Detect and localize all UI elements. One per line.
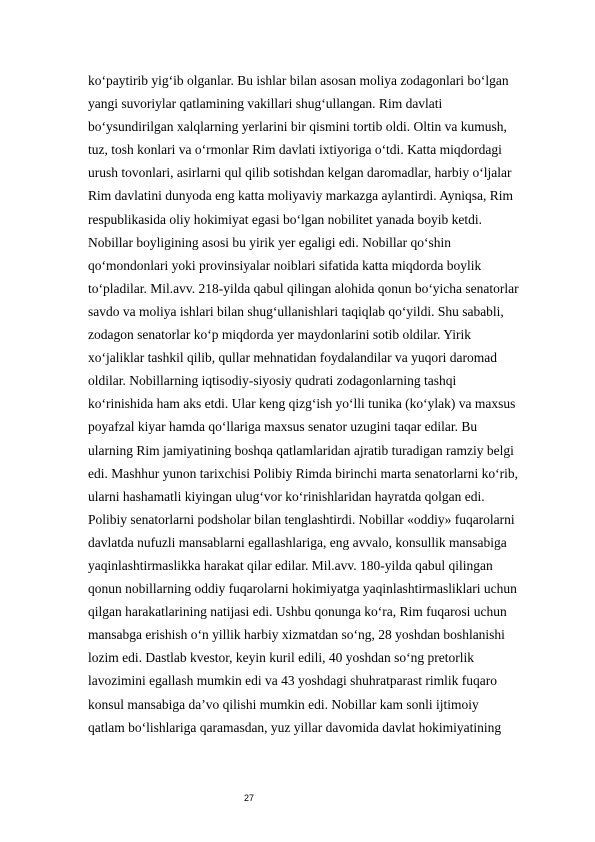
text-line: urush tovonlari, asirlarni qul qilib sotishdan kelgan daromadlar, harbiy o‘ljalar <box>88 165 512 181</box>
text-line: mansabga erishish o‘n yillik harbiy xizmatdan so‘ng, 28 yoshdan boshlanishi <box>88 627 505 643</box>
body-text <box>88 69 544 739</box>
text-line: yangi suvoriylar qatlamining vakillari shug‘ullangan. Rim davlati <box>88 96 443 112</box>
text-line: Nobillar boyligining asosi bu yirik yer egaligi edi. Nobillar qo‘shin <box>88 234 451 250</box>
text-line: Rim davlatini dunyoda eng katta moliyaviy markazga aylantirdi. Ayniqsa, Rim <box>88 188 514 204</box>
text-line: zodagon senatorlar ko‘p miqdorda yer maydonlarini sotib oldilar. Yirik <box>88 327 472 343</box>
text-line: respublikasida oliy hokimiyat egasi bo‘lgan nobilitet yanada boyib ketdi. <box>88 211 483 227</box>
text-line: Polibiy senatorlarni podsholar bilan tenglashtirdi. Nobillar «oddiy» fuqarolarni <box>88 511 515 527</box>
text-line: yaqinlashtirmaslikka harakat qilar edilar. Mil.avv. 180-yilda qabul qilingan <box>88 557 493 573</box>
text-line: edi. Mashhur yunon tarixchisi Polibiy Rimda birinchi marta senatorlarni ko‘rib, <box>88 465 519 481</box>
text-line: xo‘jaliklar tashkil qilib, qullar mehnatidan foydalandilar va yuqori daromad <box>88 350 498 366</box>
text-line: oldilar. Nobillarning iqtisodiy-siyosiy qudrati zodagonlarning tashqi <box>88 373 457 389</box>
text-line: qo‘mondonlari yoki provinsiyalar noiblari sifatida katta miqdorda boylik <box>88 257 482 273</box>
page-number: 27 <box>244 793 255 803</box>
text-line: poyafzal kiyar hamda qo‘llariga maxsus senator uzugini taqar edilar. Bu <box>88 419 478 435</box>
text-line: ko‘rinishida ham aks etdi. Ular keng qizg‘ish yo‘lli tunika (ko‘ylak) va maxsus <box>88 396 516 412</box>
text-line: ko‘paytirib yig‘ib olganlar. Bu ishlar bilan asosan moliya zodagonlari bo‘lgan <box>88 73 509 88</box>
text-line: to‘pladilar. Mil.avv. 218-yilda qabul qilingan alohida qonun bo‘yicha senatorlar <box>88 280 519 296</box>
text-line: lozim edi. Dastlab kvestor, keyin kuril edili, 40 yoshdan so‘ng pretorlik <box>88 650 475 666</box>
text-line: ularning Rim jamiyatining boshqa qatlamlaridan ajratib turadigan ramziy belgi <box>88 442 514 458</box>
text-line: ularni hashamatli kiyingan ulug‘vor ko‘rinishlaridan hayratda qolgan edi. <box>88 488 485 504</box>
text-line: tuz, tosh konlari va o‘rmonlar Rim davlati ixtiyoriga o‘tdi. Katta miqdordagi <box>88 142 502 158</box>
text-line: qonun nobillarning oddiy fuqarolarni hokimiyatga yaqinlashtirmasliklari uchun <box>88 581 517 597</box>
text-line: davlatda nufuzli mansablarni egallashlariga, eng avvalo, konsullik mansabiga <box>88 534 507 550</box>
text-line: qatlam bo‘lishlariga qaramasdan, yuz yillar davomida davlat hokimiyatining <box>88 719 502 735</box>
text-line: konsul mansabiga da’vo qilishi mumkin edi. Nobillar kam sonli ijtimoiy <box>88 696 479 712</box>
text-line: qilgan harakatlarining natijasi edi. Ushbu qonunga ko‘ra, Rim fuqarosi uchun <box>88 604 507 620</box>
text-line: bo‘ysundirilgan xalqlarning yerlarini bir qismini tortib oldi. Oltin va kumush, <box>88 119 507 135</box>
text-line: lavozimini egallash mumkin edi va 43 yoshdagi shuhratparast rimlik fuqaro <box>88 673 498 689</box>
text-line: savdo va moliya ishlari bilan shug‘ullanishlari taqiqlab qo‘yildi. Shu sababli, <box>88 303 504 319</box>
